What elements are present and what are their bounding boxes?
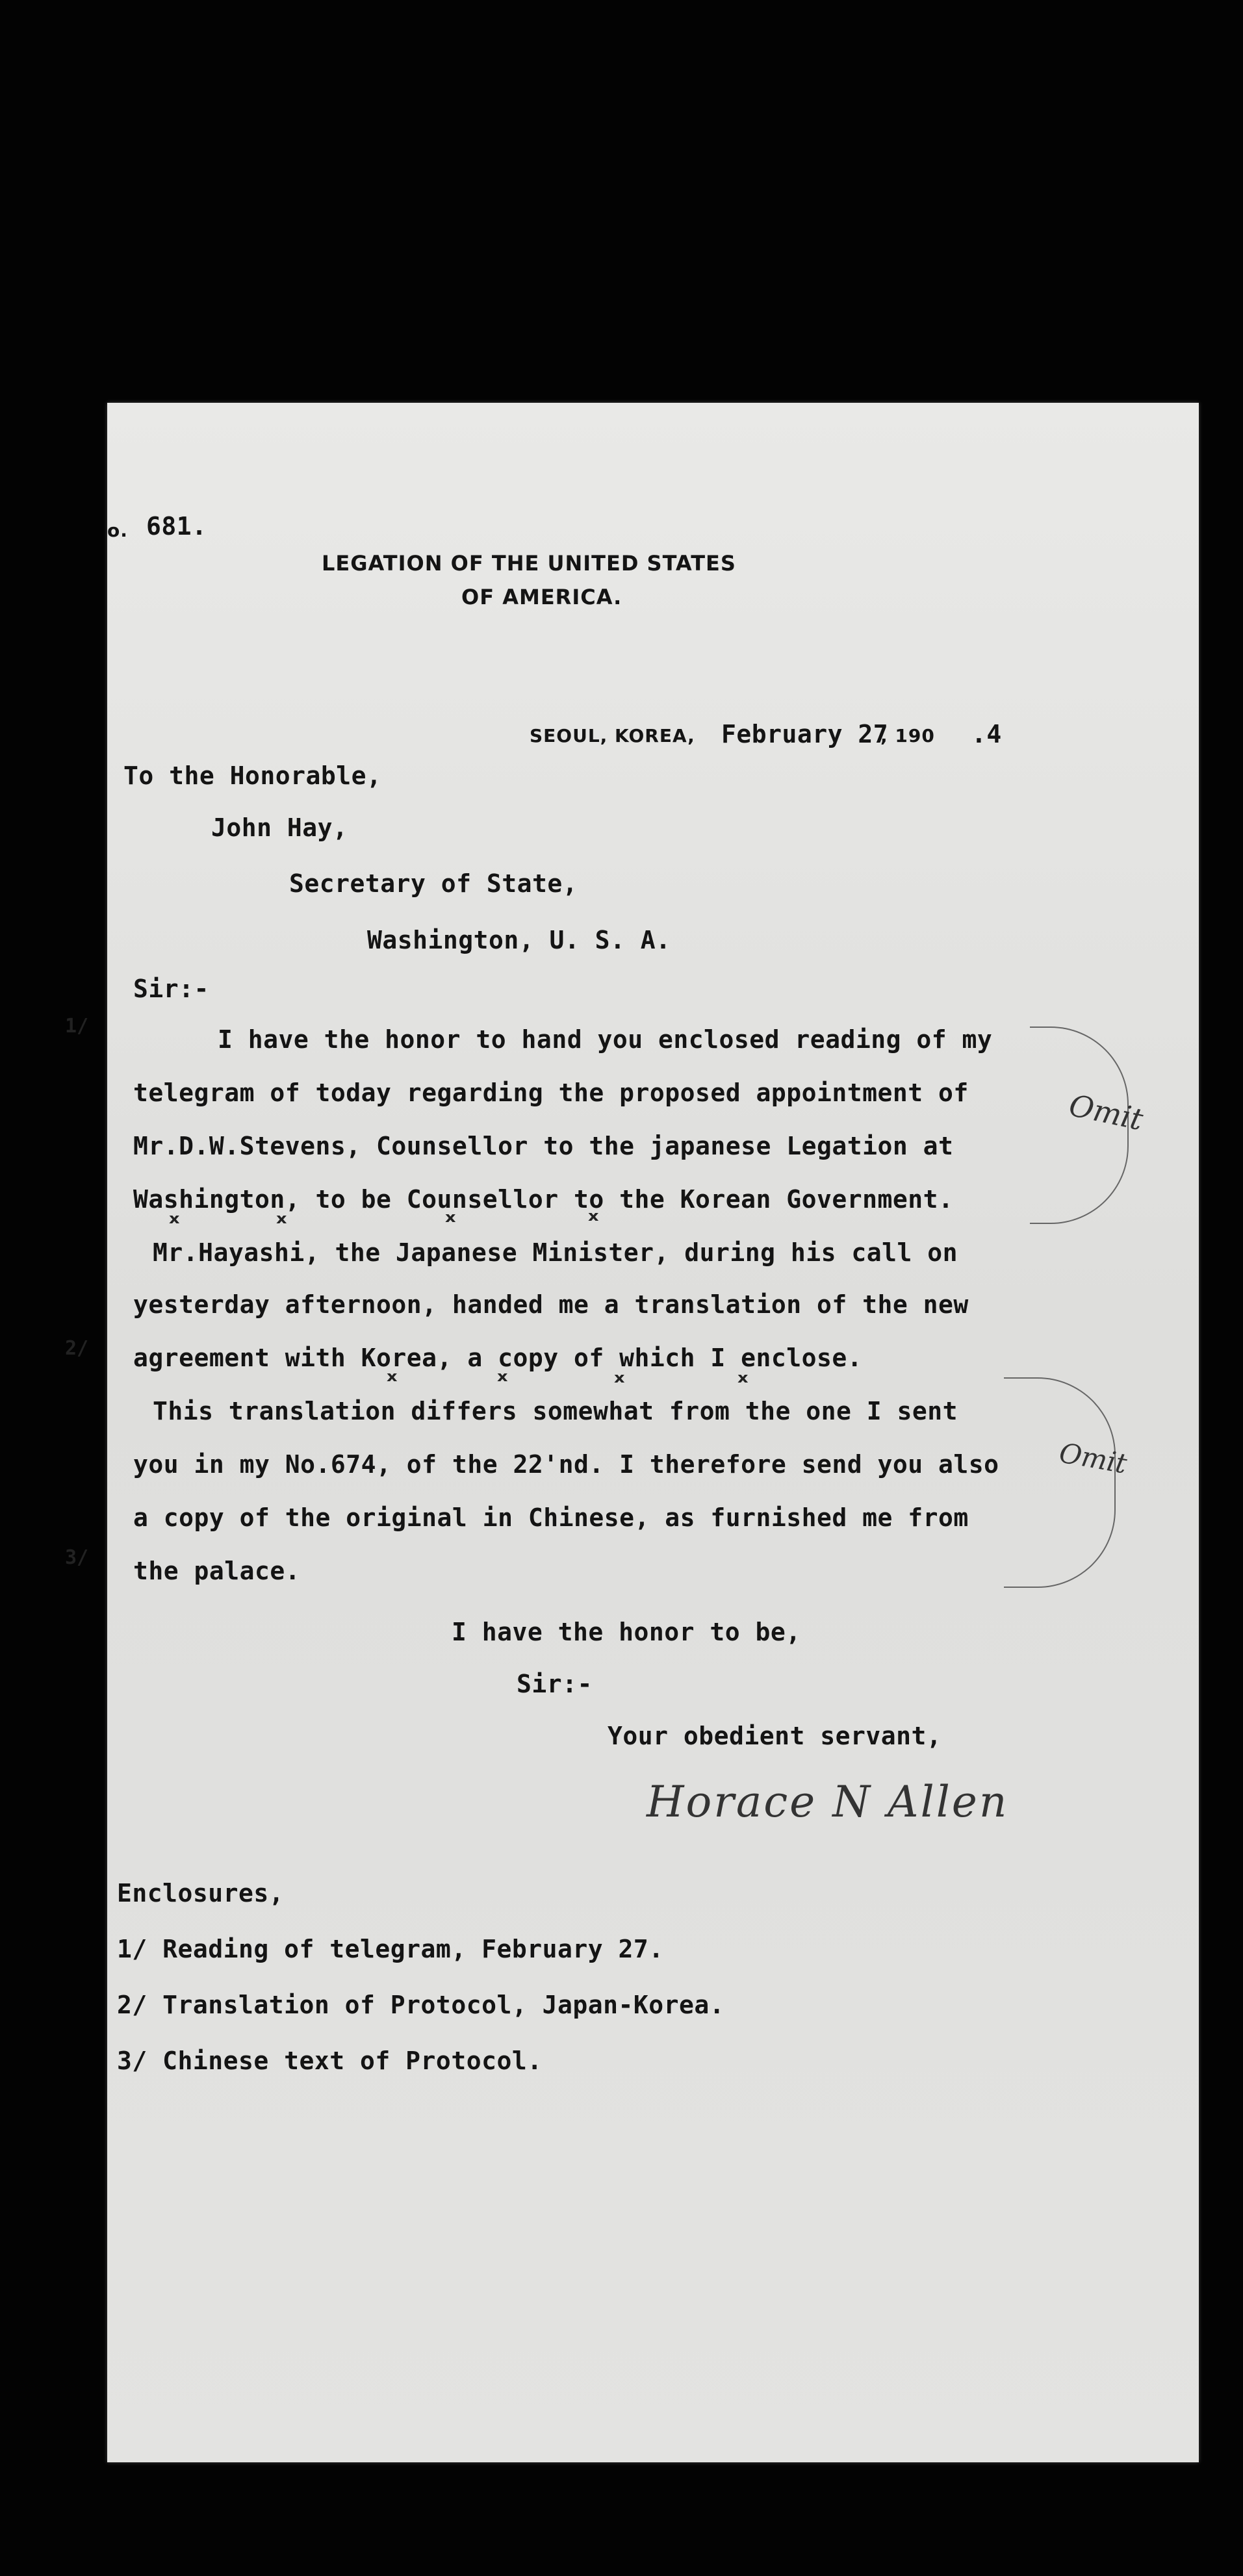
closing-line: I have the honor to be, <box>452 1618 801 1646</box>
despatch-number: 681. <box>146 512 207 541</box>
margin-note-omit: Omit <box>1057 1436 1130 1480</box>
margin-mark: 2/ <box>65 1337 89 1360</box>
letterhead-line1: LEGATION OF THE UNITED STATES <box>322 551 736 576</box>
year-prefix: , 190 <box>880 725 935 746</box>
pencil-tick-mark: ˣ <box>737 1368 749 1397</box>
paragraph-line: I have the honor to hand you enclosed reading of my <box>218 1025 993 1054</box>
pencil-bracket <box>1004 1377 1116 1588</box>
pencil-tick-mark: ˣ <box>276 1208 287 1238</box>
margin-mark: 1/ <box>65 1015 89 1038</box>
closing-line: Your obedient servant, <box>608 1722 942 1750</box>
margin-note-omit: Omit <box>1066 1087 1146 1138</box>
pencil-tick-mark: ˣ <box>614 1368 625 1397</box>
letter-date: February 27 <box>721 720 889 748</box>
paragraph-line: Mr.D.W.Stevens, Counsellor to the japanese Legation at <box>133 1132 954 1160</box>
address-line: John Hay, <box>211 813 348 842</box>
address-line: Washington, U. S. A. <box>367 926 671 954</box>
address-line: To the Honorable, <box>123 761 382 790</box>
enclosure-item: 1/ Reading of telegram, February 27. <box>117 1935 664 1963</box>
paragraph-line: telegram of today regarding the proposed appointment of <box>133 1078 969 1107</box>
paragraph-line: yesterday afternoon, handed me a translation of the new <box>133 1290 969 1319</box>
salutation: Sir:- <box>133 975 209 1003</box>
address-line: Secretary of State, <box>289 869 578 898</box>
pencil-tick-mark: ˣ <box>387 1366 398 1396</box>
handwritten-signature: Horace N Allen <box>647 1777 1009 1827</box>
enclosure-item: 3/ Chinese text of Protocol. <box>117 2047 543 2075</box>
enclosures-heading: Enclosures, <box>117 1879 285 1907</box>
paragraph-line: Mr.Hayashi, the Japanese Minister, during his call on <box>153 1238 958 1267</box>
place-line: SEOUL, KOREA, <box>530 725 695 746</box>
pencil-tick-mark: ˣ <box>169 1208 180 1238</box>
enclosure-item: 2/ Translation of Protocol, Japan-Korea. <box>117 1991 725 2019</box>
letter-page <box>107 403 1199 2462</box>
paragraph-line: you in my No.674, of the 22'nd. I therefore send you also <box>133 1450 999 1479</box>
pencil-tick-mark: ˣ <box>497 1366 508 1396</box>
paragraph-line: Washington, to be Counsellor to the Korean Government. <box>133 1185 954 1214</box>
pencil-tick-mark: ˣ <box>445 1207 456 1237</box>
pencil-tick-mark: ˣ <box>588 1206 599 1236</box>
paragraph-line: the palace. <box>133 1557 301 1585</box>
closing-line: Sir:- <box>517 1670 593 1698</box>
paragraph-line: a copy of the original in Chinese, as furnished me from <box>133 1503 969 1532</box>
margin-mark: 3/ <box>65 1546 89 1569</box>
edge-fragment: o. <box>107 520 128 541</box>
paragraph-line: agreement with Korea, a copy of which I enclose. <box>133 1344 863 1372</box>
year-suffix: .4 <box>971 720 1002 748</box>
paragraph-line: This translation differs somewhat from the one I sent <box>153 1397 958 1425</box>
letterhead-line2: OF AMERICA. <box>461 585 622 609</box>
